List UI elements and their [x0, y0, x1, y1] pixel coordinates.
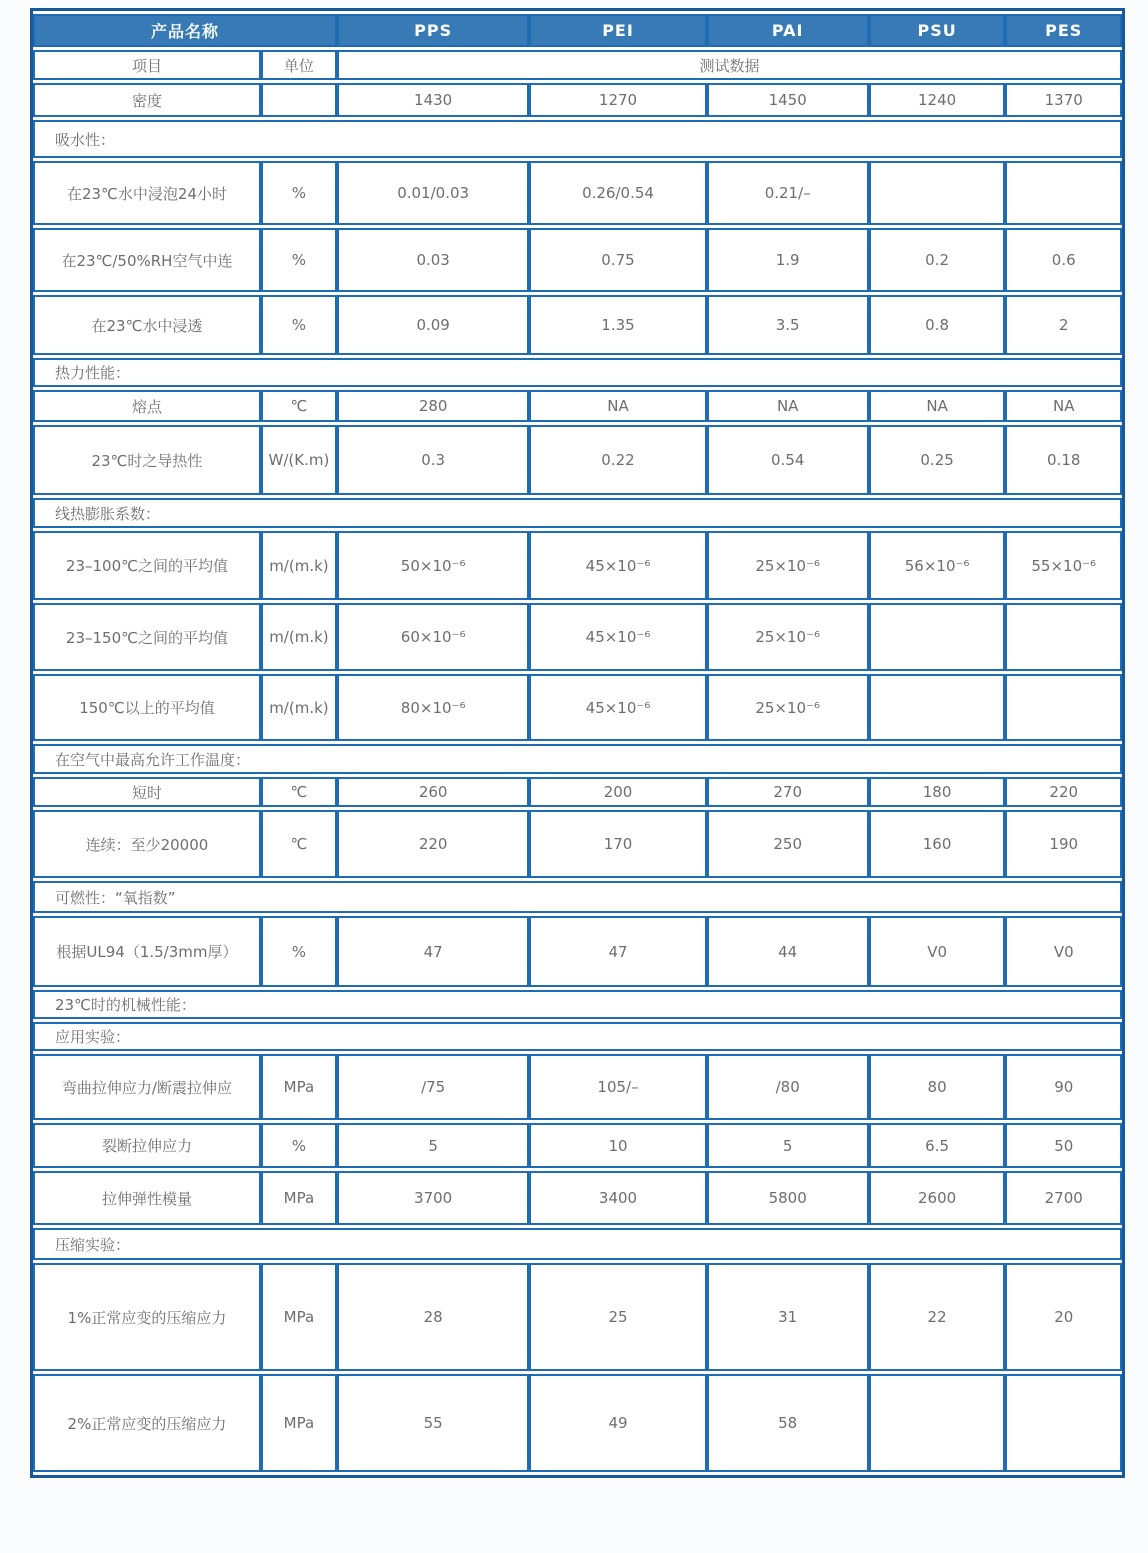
row-label: 密度 — [33, 83, 261, 117]
value-cell: 160 — [869, 810, 1006, 878]
value-cell: 5 — [707, 1123, 869, 1168]
value-cell: 0.22 — [529, 425, 706, 495]
value-cell: 0.54 — [707, 425, 869, 495]
row-label: 连续：至少20000 — [33, 810, 261, 878]
data-row — [33, 777, 1122, 807]
value-cell: 1430 — [337, 83, 529, 117]
section-label: 在空气中最高允许工作温度： — [33, 744, 1122, 774]
row-unit: m/(m.k) — [261, 674, 337, 741]
value-cell: NA — [869, 390, 1006, 422]
value-cell: 0.09 — [337, 295, 529, 355]
row-label: 弯曲拉伸应力/断震拉伸应 — [33, 1054, 261, 1120]
value-cell: 260 — [337, 777, 529, 807]
row-label: 短时 — [33, 777, 261, 807]
value-cell: V0 — [869, 916, 1006, 987]
row-unit: % — [261, 1123, 337, 1168]
value-cell: 5800 — [707, 1171, 869, 1225]
value-cell: 25×10⁻⁶ — [707, 674, 869, 741]
value-cell: 3400 — [529, 1171, 706, 1225]
value-cell: 49 — [529, 1374, 706, 1472]
value-cell: 2700 — [1005, 1171, 1122, 1225]
row-unit: W/(K.m) — [261, 425, 337, 495]
value-cell — [1005, 1374, 1122, 1472]
product-column-header: PEI — [529, 14, 706, 47]
subheader-row — [33, 50, 1122, 80]
row-label: 23℃时之导热性 — [33, 425, 261, 495]
product-column-header: PES — [1005, 14, 1122, 47]
section-row — [33, 744, 1122, 774]
value-cell: 3700 — [337, 1171, 529, 1225]
value-cell: 200 — [529, 777, 706, 807]
value-cell: 45×10⁻⁶ — [529, 531, 706, 600]
value-cell: NA — [1005, 390, 1122, 422]
value-cell: 50×10⁻⁶ — [337, 531, 529, 600]
unit-column-label: 单位 — [261, 50, 337, 80]
data-row — [33, 916, 1122, 987]
value-cell: 1.35 — [529, 295, 706, 355]
value-cell: 280 — [337, 390, 529, 422]
value-cell: 80 — [869, 1054, 1006, 1120]
value-cell: 0.21/– — [707, 161, 869, 225]
value-cell: 6.5 — [869, 1123, 1006, 1168]
row-unit — [261, 83, 337, 117]
section-row — [33, 990, 1122, 1019]
row-unit: % — [261, 161, 337, 225]
value-cell — [869, 603, 1006, 671]
row-label: 在23℃/50%RH空气中连 — [33, 228, 261, 292]
value-cell: 2600 — [869, 1171, 1006, 1225]
value-cell: 1270 — [529, 83, 706, 117]
section-row — [33, 120, 1122, 158]
row-label: 在23℃水中浸透 — [33, 295, 261, 355]
value-cell — [1005, 603, 1122, 671]
row-label: 150℃以上的平均值 — [33, 674, 261, 741]
data-row — [33, 83, 1122, 117]
test-data-label: 测试数据 — [337, 50, 1122, 80]
value-cell: 25×10⁻⁶ — [707, 603, 869, 671]
data-row — [33, 1263, 1122, 1371]
value-cell: 50 — [1005, 1123, 1122, 1168]
product-spec-table — [30, 8, 1125, 1478]
value-cell: 80×10⁻⁶ — [337, 674, 529, 741]
section-label: 压缩实验： — [33, 1228, 1122, 1260]
value-cell: 220 — [1005, 777, 1122, 807]
row-unit: m/(m.k) — [261, 531, 337, 600]
section-row — [33, 1022, 1122, 1051]
value-cell: 56×10⁻⁶ — [869, 531, 1006, 600]
value-cell: 105/– — [529, 1054, 706, 1120]
product-column-header: PPS — [337, 14, 529, 47]
section-label: 可燃性：“氧指数” — [33, 881, 1122, 913]
value-cell: 0.25 — [869, 425, 1006, 495]
value-cell: 250 — [707, 810, 869, 878]
row-label: 拉伸弹性模量 — [33, 1171, 261, 1225]
value-cell: 0.03 — [337, 228, 529, 292]
value-cell: 55 — [337, 1374, 529, 1472]
value-cell: 5 — [337, 1123, 529, 1168]
value-cell: 47 — [529, 916, 706, 987]
value-cell: 0.26/0.54 — [529, 161, 706, 225]
value-cell — [1005, 674, 1122, 741]
product-header-row — [33, 14, 1122, 47]
product-column-header: PAI — [707, 14, 869, 47]
value-cell: 270 — [707, 777, 869, 807]
section-row — [33, 1228, 1122, 1260]
value-cell: NA — [707, 390, 869, 422]
row-unit: m/(m.k) — [261, 603, 337, 671]
section-label: 热力性能： — [33, 358, 1122, 387]
value-cell — [869, 1374, 1006, 1472]
section-label: 应用实验： — [33, 1022, 1122, 1051]
row-label: 在23℃水中浸泡24小时 — [33, 161, 261, 225]
section-label: 23℃时的机械性能： — [33, 990, 1122, 1019]
row-unit: % — [261, 295, 337, 355]
product-column-header: PSU — [869, 14, 1006, 47]
value-cell: 60×10⁻⁶ — [337, 603, 529, 671]
value-cell: 47 — [337, 916, 529, 987]
section-label: 线热膨胀系数： — [33, 498, 1122, 528]
value-cell: /80 — [707, 1054, 869, 1120]
row-unit: MPa — [261, 1263, 337, 1371]
value-cell: 170 — [529, 810, 706, 878]
item-column-label: 项目 — [33, 50, 261, 80]
value-cell — [869, 674, 1006, 741]
data-row — [33, 1054, 1122, 1120]
table-body — [33, 50, 1122, 1472]
value-cell: 31 — [707, 1263, 869, 1371]
value-cell: 44 — [707, 916, 869, 987]
data-row — [33, 228, 1122, 292]
row-label: 23–100℃之间的平均值 — [33, 531, 261, 600]
value-cell: NA — [529, 390, 706, 422]
value-cell: 20 — [1005, 1263, 1122, 1371]
row-unit: MPa — [261, 1054, 337, 1120]
value-cell: 0.6 — [1005, 228, 1122, 292]
product-name-header: 产品名称 — [33, 14, 337, 47]
value-cell: 0.75 — [529, 228, 706, 292]
data-row — [33, 295, 1122, 355]
value-cell: 22 — [869, 1263, 1006, 1371]
section-label: 吸水性： — [33, 120, 1122, 158]
value-cell: 1.9 — [707, 228, 869, 292]
value-cell: V0 — [1005, 916, 1122, 987]
value-cell: 28 — [337, 1263, 529, 1371]
value-cell — [869, 161, 1006, 225]
data-row — [33, 161, 1122, 225]
section-row — [33, 498, 1122, 528]
value-cell: 25×10⁻⁶ — [707, 531, 869, 600]
data-row — [33, 425, 1122, 495]
value-cell: 3.5 — [707, 295, 869, 355]
value-cell: 180 — [869, 777, 1006, 807]
value-cell: 0.3 — [337, 425, 529, 495]
value-cell: 90 — [1005, 1054, 1122, 1120]
value-cell: 45×10⁻⁶ — [529, 674, 706, 741]
value-cell: 0.8 — [869, 295, 1006, 355]
row-label: 2%正常应变的压缩应力 — [33, 1374, 261, 1472]
row-label: 23–150℃之间的平均值 — [33, 603, 261, 671]
value-cell: 2 — [1005, 295, 1122, 355]
value-cell: 45×10⁻⁶ — [529, 603, 706, 671]
row-unit: ℃ — [261, 810, 337, 878]
row-label: 根据UL94（1.5/3mm厚） — [33, 916, 261, 987]
value-cell: 1370 — [1005, 83, 1122, 117]
row-label: 熔点 — [33, 390, 261, 422]
value-cell: 1240 — [869, 83, 1006, 117]
data-row — [33, 674, 1122, 741]
row-unit: % — [261, 916, 337, 987]
data-row — [33, 810, 1122, 878]
data-row — [33, 390, 1122, 422]
row-unit: ℃ — [261, 777, 337, 807]
value-cell: /75 — [337, 1054, 529, 1120]
value-cell: 25 — [529, 1263, 706, 1371]
data-row — [33, 531, 1122, 600]
data-row — [33, 1374, 1122, 1472]
row-unit: % — [261, 228, 337, 292]
section-row — [33, 881, 1122, 913]
value-cell: 10 — [529, 1123, 706, 1168]
section-row — [33, 358, 1122, 387]
row-unit: MPa — [261, 1171, 337, 1225]
value-cell: 0.01/0.03 — [337, 161, 529, 225]
data-row — [33, 1171, 1122, 1225]
value-cell: 0.2 — [869, 228, 1006, 292]
value-cell — [1005, 161, 1122, 225]
row-unit: MPa — [261, 1374, 337, 1472]
value-cell: 55×10⁻⁶ — [1005, 531, 1122, 600]
row-unit: ℃ — [261, 390, 337, 422]
value-cell: 0.18 — [1005, 425, 1122, 495]
data-row — [33, 603, 1122, 671]
value-cell: 220 — [337, 810, 529, 878]
row-label: 裂断拉伸应力 — [33, 1123, 261, 1168]
data-row — [33, 1123, 1122, 1168]
row-label: 1%正常应变的压缩应力 — [33, 1263, 261, 1371]
value-cell: 58 — [707, 1374, 869, 1472]
value-cell: 1450 — [707, 83, 869, 117]
value-cell: 190 — [1005, 810, 1122, 878]
